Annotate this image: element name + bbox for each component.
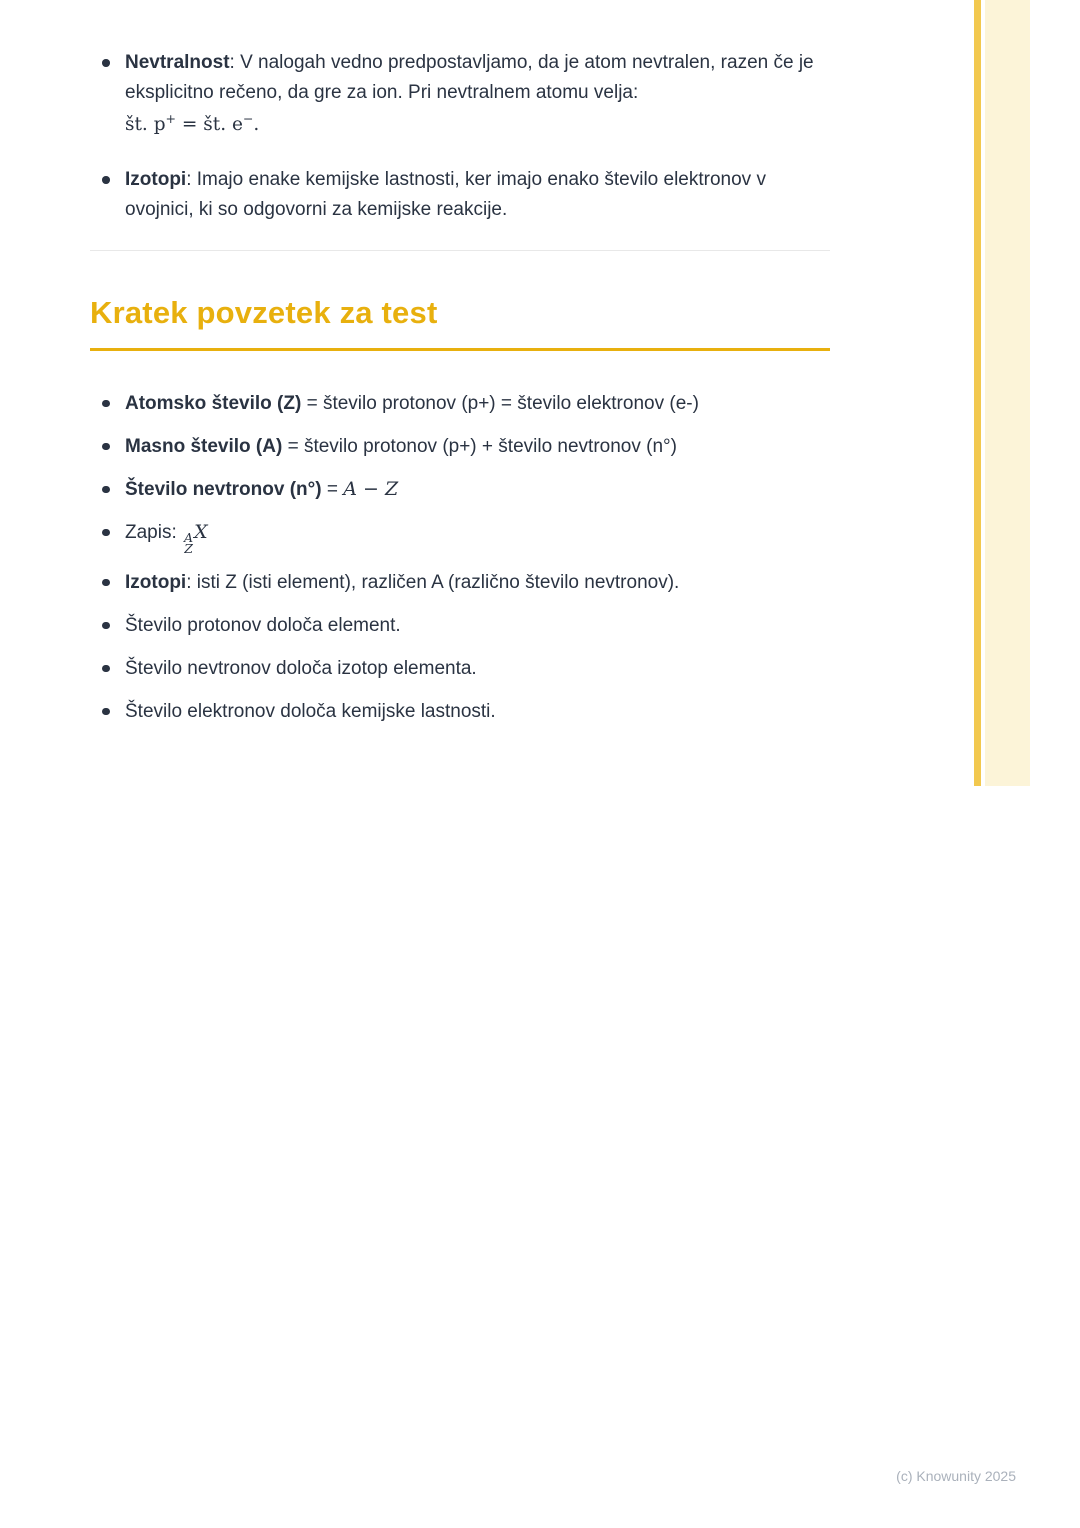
term-label: Izotopi (125, 169, 187, 190)
term-text: : Imajo enake kemijske lastnosti, ker imajo enako število elektronov v ovojnici, ki so odgovorni za kemijske reakcije. (125, 169, 766, 220)
section-title-underline (90, 348, 830, 351)
term-label: Število nevtronov (n°) (125, 479, 322, 500)
term-text: Število elektronov določa kemijske lastnosti. (125, 701, 496, 722)
isotope-notation (184, 532, 193, 554)
atomic-number: Z (184, 541, 193, 556)
summary-bullet-list (90, 389, 830, 726)
content-area (90, 48, 830, 740)
element-symbol: X (194, 521, 208, 543)
math-part: = št. e (176, 114, 243, 135)
math-expression (125, 110, 830, 140)
term-label: Atomsko število (Z) (125, 393, 302, 414)
intro-bullet-list (90, 48, 830, 225)
page-footer: (c) Knowunity 2025 (896, 1468, 1016, 1484)
term-text: : isti Z (isti element), različen A (različno število nevtronov). (186, 572, 680, 593)
decorative-side-band (985, 0, 1030, 786)
list-item-elektroni-lastnosti (90, 697, 830, 726)
equals-sign: = (321, 479, 344, 500)
term-text: = število protonov (p+) + število nevtronov (n°) (282, 436, 677, 457)
term-label: Masno število (A) (125, 436, 283, 457)
term-text: : V nalogah vedno predpostavljamo, da je atom nevtralen, razen če je eksplicitno rečeno, da gre za ion. Pri nevtralnem atomu velja: (125, 52, 814, 103)
list-item-nevtralnost (90, 48, 830, 140)
list-item-zapis (90, 518, 830, 554)
list-item-izotopi-definicija (90, 568, 830, 597)
math-superscript-minus: − (242, 110, 254, 126)
term-text: Število nevtronov določa izotop elementa. (125, 658, 477, 679)
list-item-stevilo-protonov (90, 611, 830, 640)
list-item-masno-stevilo (90, 432, 830, 461)
list-item-stevilo-nevtronov (90, 475, 830, 504)
section-divider (90, 250, 830, 251)
decorative-accent-stripe (974, 0, 981, 786)
term-label: Izotopi (125, 572, 187, 593)
term-text: Zapis: (125, 522, 183, 543)
list-item-izotopi (90, 165, 830, 225)
math-expression: A − Z (343, 478, 399, 500)
list-item-atomsko-stevilo (90, 389, 830, 418)
term-text: Število protonov določa element. (125, 615, 401, 636)
math-part: št. p (125, 114, 166, 135)
term-text: = število protonov (p+) = število elektronov (e-) (301, 393, 699, 414)
section-title: Kratek povzetek za test (90, 295, 438, 330)
math-part: . (253, 114, 260, 135)
math-superscript-plus: + (165, 110, 177, 126)
term-label: Nevtralnost (125, 52, 230, 73)
mass-number: A (184, 530, 194, 545)
list-item-nevtroni-izotop (90, 654, 830, 683)
